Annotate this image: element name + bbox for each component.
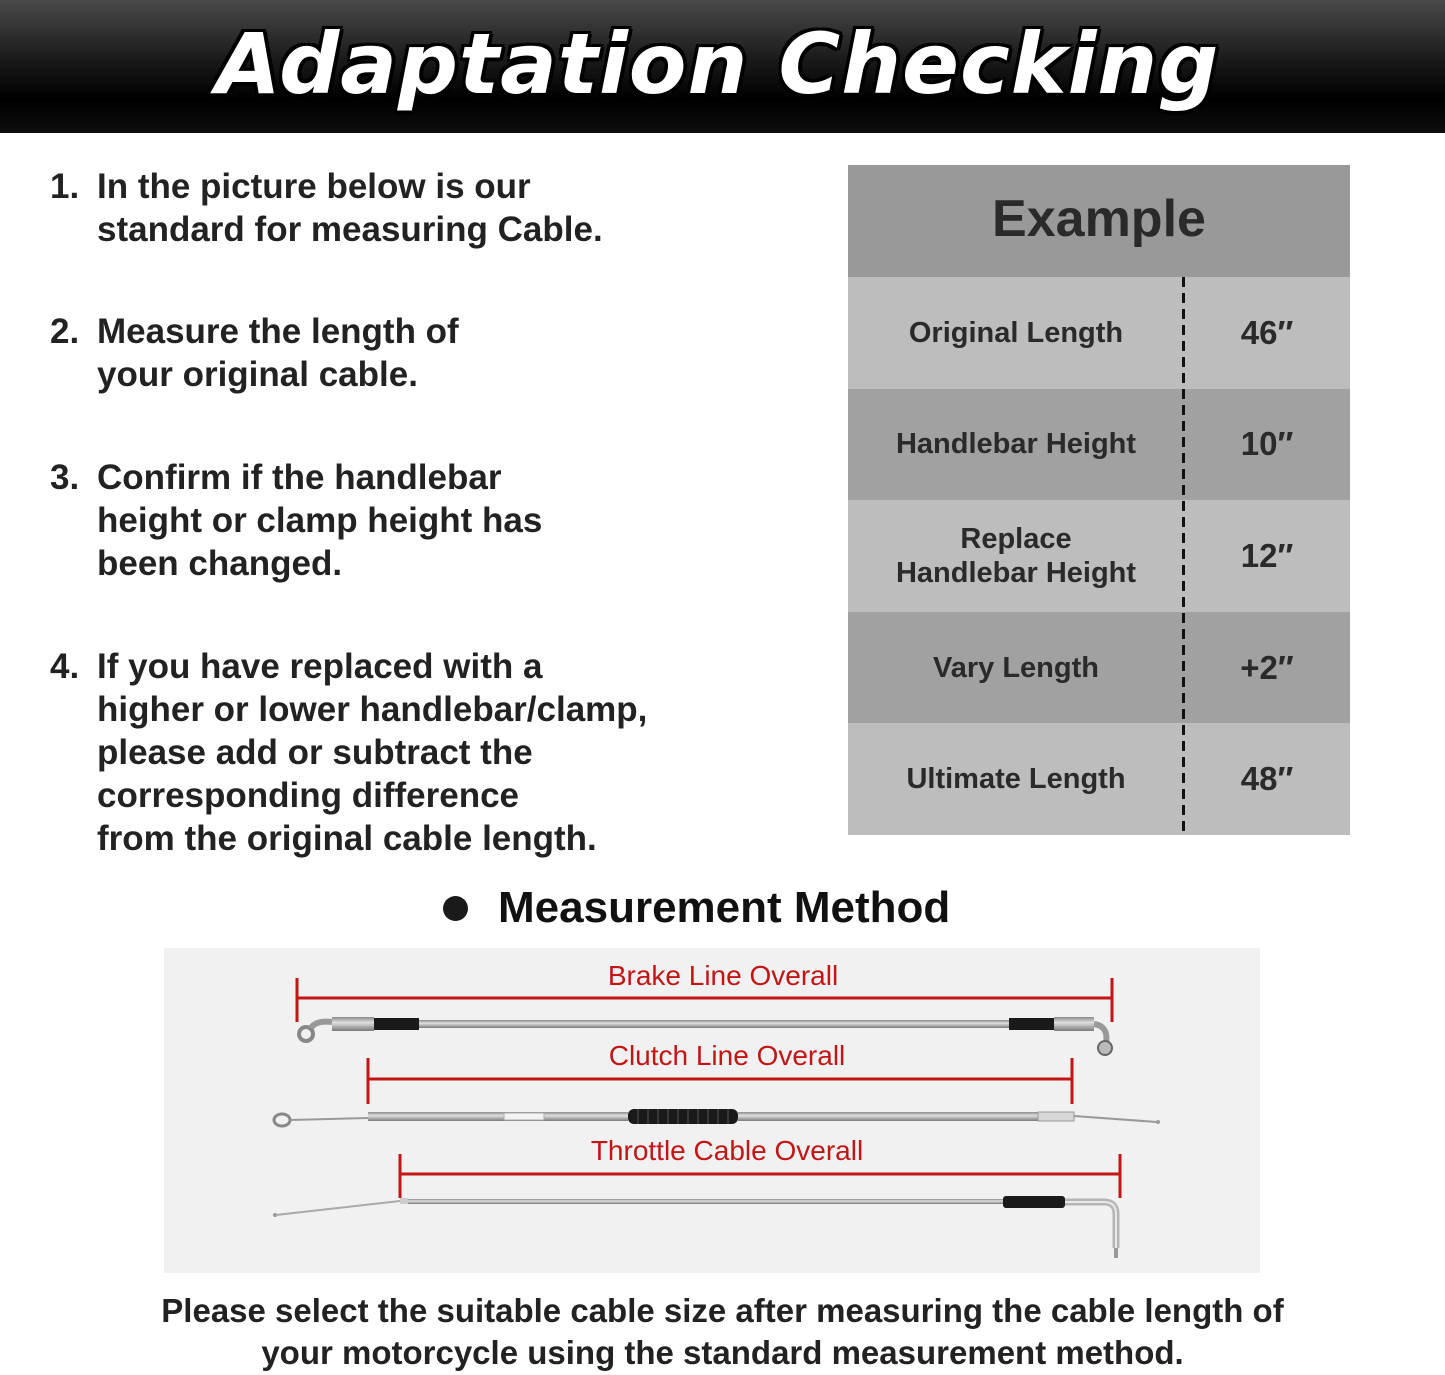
example-row-vary-length (848, 612, 1350, 724)
step-text: If you have replaced with a higher or lower handlebar/clamp, please add or subtract the corresponding difference from the original cable length. (97, 647, 648, 858)
example-row-value: 12″ (1240, 536, 1294, 574)
example-row-value: 10″ (1240, 425, 1294, 463)
step-text: Confirm if the handlebar height or clamp height has been changed. (97, 458, 543, 583)
example-table (848, 165, 1350, 835)
example-row-handlebar-height (848, 389, 1350, 501)
step-number: 2. (50, 312, 80, 351)
cable-diagram (164, 948, 1260, 1273)
throttle-cable (273, 1196, 1116, 1258)
brake-line-label: Brake Line Overall (607, 960, 839, 991)
step-4 (50, 645, 770, 860)
throttle-cable-label: Throttle Cable Overall (590, 1135, 864, 1166)
measurement-title: Measurement Method (498, 883, 951, 932)
cable-diagram-svg (164, 948, 1260, 1273)
example-row-value: 46″ (1240, 313, 1294, 351)
example-row-value: +2″ (1240, 648, 1294, 686)
clutch-line-cable (274, 1109, 1160, 1126)
example-title: Example (992, 190, 1206, 248)
example-row-replace-handlebar-height (848, 500, 1350, 612)
step-3 (50, 456, 770, 585)
footer-note: Please select the suitable cable size after measuring the cable length of your motorcycle using the standard measurement method. (161, 1292, 1284, 1371)
example-row-label: Handlebar Height (895, 428, 1137, 461)
example-row-label: Original Length (908, 316, 1124, 349)
throttle-cable-dimension (400, 1135, 1120, 1198)
clutch-line-dimension (368, 1040, 1072, 1104)
example-row-ultimate-length (848, 723, 1350, 835)
step-number: 4. (50, 647, 80, 686)
example-row-label: Replace Handlebar Height (895, 522, 1137, 589)
example-row-value: 48″ (1240, 760, 1294, 798)
step-number: 1. (50, 167, 80, 206)
step-text: In the picture below is our standard for measuring Cable. (97, 167, 603, 249)
step-2 (50, 310, 770, 396)
measurement-heading (443, 880, 950, 936)
clutch-line-label: Clutch Line Overall (608, 1040, 846, 1071)
example-row-label: Ultimate Length (906, 763, 1126, 796)
example-header (848, 165, 1350, 277)
step-1 (50, 165, 770, 251)
example-row-label: Vary Length (933, 651, 1099, 684)
step-number: 3. (50, 458, 80, 497)
example-row-original-length (848, 277, 1350, 389)
bullet-icon (443, 896, 468, 921)
column-divider (1182, 277, 1185, 835)
page-title: Adaptation Checking (215, 14, 1220, 113)
step-text: Measure the length of your original cable. (97, 312, 459, 394)
header-banner (0, 0, 1445, 133)
brake-line-dimension (297, 960, 1112, 1022)
